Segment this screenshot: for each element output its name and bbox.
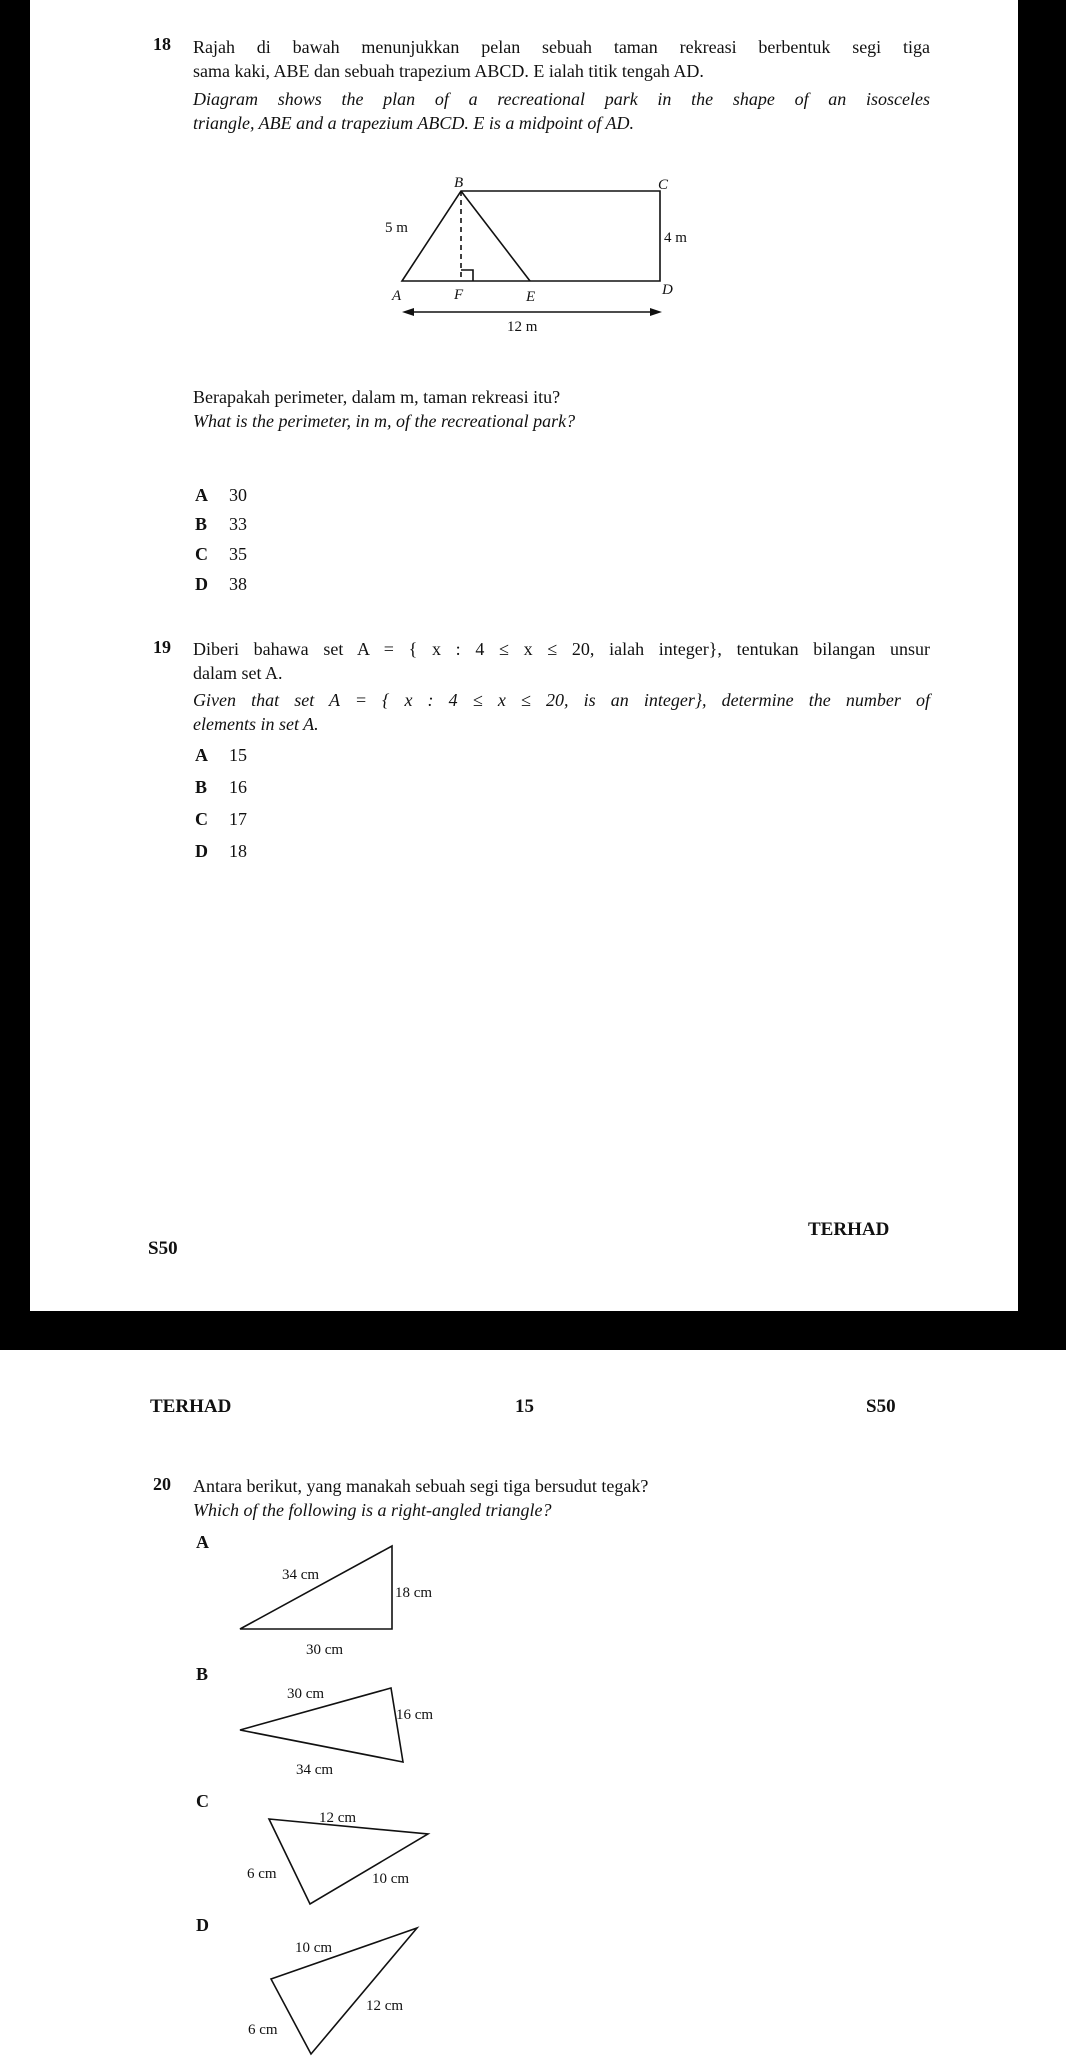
q18-english-line1: Diagram shows the plan of a recreational park in the shape of an isosceles <box>193 89 930 109</box>
triangle-a-side-1: 34 cm <box>282 1567 320 1583</box>
q18-malay-line2: sama kaki, ABE dan sebuah trapezium ABCD. E ialah titik tengah AD. <box>193 61 704 81</box>
exam-page-lower <box>0 1350 1066 2072</box>
option-letter: D <box>195 841 208 861</box>
q18-park-diagram <box>30 0 1018 360</box>
label-C: C <box>658 177 669 193</box>
q18-malay-line1: Rajah di bawah menunjukkan pelan sebuah taman rekreasi berbentuk segi tiga <box>193 37 930 57</box>
label-4m: 4 m <box>664 230 687 246</box>
triangle-c[interactable] <box>269 1819 428 1904</box>
option-letter: A <box>195 485 208 505</box>
label-E: E <box>526 289 536 305</box>
q18-question-english: What is the perimeter, in m, of the recreational park? <box>193 411 576 431</box>
q20-option-d-letter[interactable]: D <box>196 1915 209 1935</box>
option-value: 35 <box>229 544 247 564</box>
q20-option-b-letter[interactable]: B <box>196 1664 209 1684</box>
triangle-a-side-2: 18 cm <box>395 1585 433 1601</box>
footer-classification: TERHAD <box>808 1219 890 1240</box>
q19-english-line2: elements in set A. <box>193 714 319 734</box>
option-letter: A <box>195 745 208 765</box>
option-value: 17 <box>229 809 247 829</box>
q18-option-b[interactable] <box>195 514 247 535</box>
q19-option-a[interactable] <box>195 745 247 766</box>
option-value: 33 <box>229 514 247 534</box>
triangle-d-side-3: 6 cm <box>248 2022 278 2038</box>
triangle-c-side-3: 10 cm <box>372 1871 410 1887</box>
q19-option-d[interactable] <box>195 841 247 862</box>
trapezium-outline <box>402 191 660 281</box>
q18-option-c[interactable] <box>195 544 247 565</box>
label-A: A <box>392 288 402 304</box>
question-number-19: 19 <box>153 637 171 657</box>
q18-question-malay: Berapakah perimeter, dalam m, taman rekreasi itu? <box>193 387 561 407</box>
q19-malay-line2: dalam set A. <box>193 663 283 683</box>
segment-BE <box>461 191 530 281</box>
triangle-a[interactable] <box>240 1546 392 1629</box>
arrow-left-icon <box>402 308 414 316</box>
q19-malay-line1: Diberi bahawa set A = { x : 4 ≤ x ≤ 20, ialah integer}, tentukan bilangan unsur <box>193 639 930 659</box>
label-D: D <box>662 282 673 298</box>
q20-triangle-options <box>0 1350 1066 2072</box>
q20-option-a-letter[interactable]: A <box>196 1532 209 1552</box>
triangle-b-side-2: 16 cm <box>396 1707 434 1723</box>
triangle-a-side-3: 30 cm <box>306 1642 344 1658</box>
option-value: 15 <box>229 745 247 765</box>
option-value: 16 <box>229 777 247 797</box>
q20-option-c-letter[interactable]: C <box>196 1791 209 1811</box>
label-12m: 12 m <box>507 319 538 335</box>
option-letter: C <box>195 809 208 829</box>
q18-english-line2: triangle, ABE and a trapezium ABCD. E is a midpoint of AD. <box>193 113 634 133</box>
triangle-c-side-1: 12 cm <box>319 1810 357 1826</box>
right-angle-mark <box>461 270 473 281</box>
q18-option-d[interactable] <box>195 574 247 595</box>
arrow-right-icon <box>650 308 662 316</box>
option-letter: B <box>195 514 208 534</box>
footer-code: S50 <box>148 1238 178 1259</box>
option-value: 30 <box>229 485 247 505</box>
triangle-b-side-1: 30 cm <box>287 1686 325 1702</box>
label-5m: 5 m <box>385 220 408 236</box>
q19-english-line1: Given that set A = { x : 4 ≤ x ≤ 20, is an integer}, determine the number of <box>193 690 930 710</box>
triangle-d-side-1: 10 cm <box>295 1940 333 1956</box>
option-letter: C <box>195 544 208 564</box>
page-number: 15 <box>515 1396 534 1417</box>
option-value: 38 <box>229 574 247 594</box>
question-number-18: 18 <box>153 34 171 54</box>
triangle-b-side-3: 34 cm <box>296 1762 334 1778</box>
label-F: F <box>454 287 464 303</box>
question-number-20: 20 <box>153 1474 171 1494</box>
q19-option-c[interactable] <box>195 809 247 830</box>
label-B: B <box>454 175 464 191</box>
option-letter: B <box>195 777 208 797</box>
q20-english: Which of the following is a right-angled triangle? <box>193 1500 552 1520</box>
header-classification: TERHAD <box>150 1396 232 1417</box>
q19-option-b[interactable] <box>195 777 247 798</box>
option-letter: D <box>195 574 208 594</box>
option-value: 18 <box>229 841 247 861</box>
triangle-c-side-2: 6 cm <box>247 1866 277 1882</box>
triangle-d-side-2: 12 cm <box>366 1998 404 2014</box>
q20-malay: Antara berikut, yang manakah sebuah segi tiga bersudut tegak? <box>193 1476 649 1496</box>
header-code: S50 <box>866 1396 896 1417</box>
triangle-d[interactable] <box>271 1928 417 2054</box>
exam-page-upper <box>30 0 1018 1311</box>
q18-option-a[interactable] <box>195 485 247 506</box>
